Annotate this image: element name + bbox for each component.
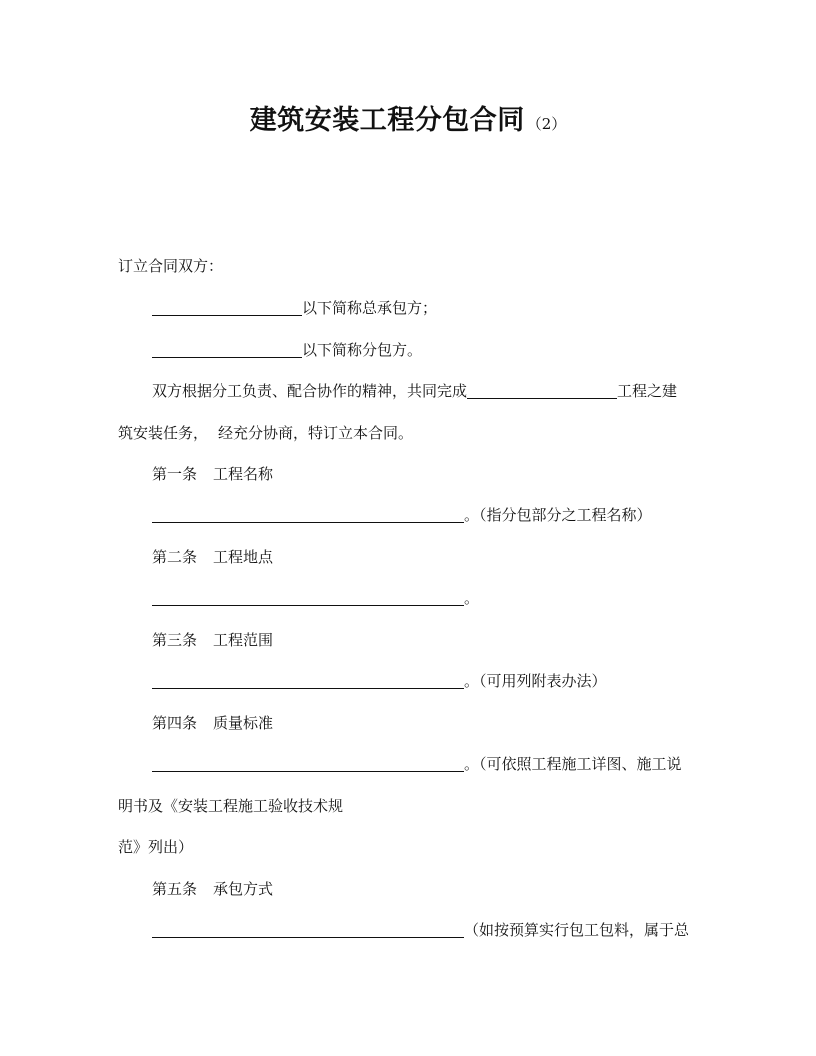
article-3-title: 工程范围: [213, 631, 274, 649]
party-b-blank[interactable]: [152, 341, 302, 358]
article-4-continuation-1: 明书及《安装工程施工验收技术规: [118, 797, 344, 815]
document-title: [0, 98, 816, 137]
article-5-title: 承包方式: [213, 880, 274, 898]
article-4-note: 。（可依照工程施工详图、施工说: [464, 755, 682, 773]
article-4-fill: [152, 754, 682, 774]
article-1-blank[interactable]: [152, 506, 464, 523]
party-a-suffix: 以下简称总承包方；: [302, 299, 438, 317]
article-2-heading: [152, 547, 273, 567]
article-5-fill: [152, 920, 689, 940]
article-4-number: 第四条: [152, 714, 198, 732]
purpose-line-2: [118, 423, 413, 443]
article-4-title: 质量标准: [213, 714, 274, 732]
article-4-heading: [152, 713, 273, 733]
article-5-number: 第五条: [152, 880, 198, 898]
purpose-line-1: [152, 381, 677, 401]
article-3-number: 第三条: [152, 631, 198, 649]
article-3-blank[interactable]: [152, 672, 464, 689]
article-4-blank[interactable]: [152, 755, 464, 772]
article-1-note: 。（指分包部分之工程名称）: [464, 506, 652, 524]
article-1-fill: [152, 505, 652, 525]
article-3-heading: [152, 630, 273, 650]
article-2-fill: [152, 588, 479, 608]
party-a-line: [152, 298, 437, 318]
article-2-note: 。: [464, 589, 480, 607]
party-b-suffix: 以下简称分包方。: [302, 341, 423, 359]
article-5-heading: [152, 879, 273, 899]
article-2-blank[interactable]: [152, 589, 464, 606]
article-5-blank[interactable]: [152, 921, 464, 938]
purpose-before: 双方根据分工负责、配合协作的精神，共同完成: [152, 382, 468, 400]
title-main: 建筑安装工程分包合同: [249, 105, 525, 136]
purpose-line2-b: 经充分协商，特订立本合同。: [218, 424, 414, 442]
party-a-blank[interactable]: [152, 299, 302, 316]
article-5-note: （如按预算实行包工包料，属于总: [464, 921, 690, 939]
article-3-fill: [152, 671, 607, 691]
title-suffix: （2）: [526, 115, 567, 133]
purpose-line2-a: 筑安装任务，: [118, 424, 209, 442]
party-b-line: [152, 340, 422, 360]
article-4-continuation-2: 范》列出）: [118, 838, 194, 856]
article-2-title: 工程地点: [213, 548, 274, 566]
article-3-note: 。（可用列附表办法）: [464, 672, 607, 690]
article-1-heading: [152, 464, 273, 484]
article-2-number: 第二条: [152, 548, 198, 566]
intro-line: 订立合同双方：: [118, 257, 224, 275]
article-1-title: 工程名称: [213, 465, 274, 483]
project-name-blank[interactable]: [467, 382, 617, 399]
purpose-after: 工程之建: [617, 382, 678, 400]
article-1-number: 第一条: [152, 465, 198, 483]
